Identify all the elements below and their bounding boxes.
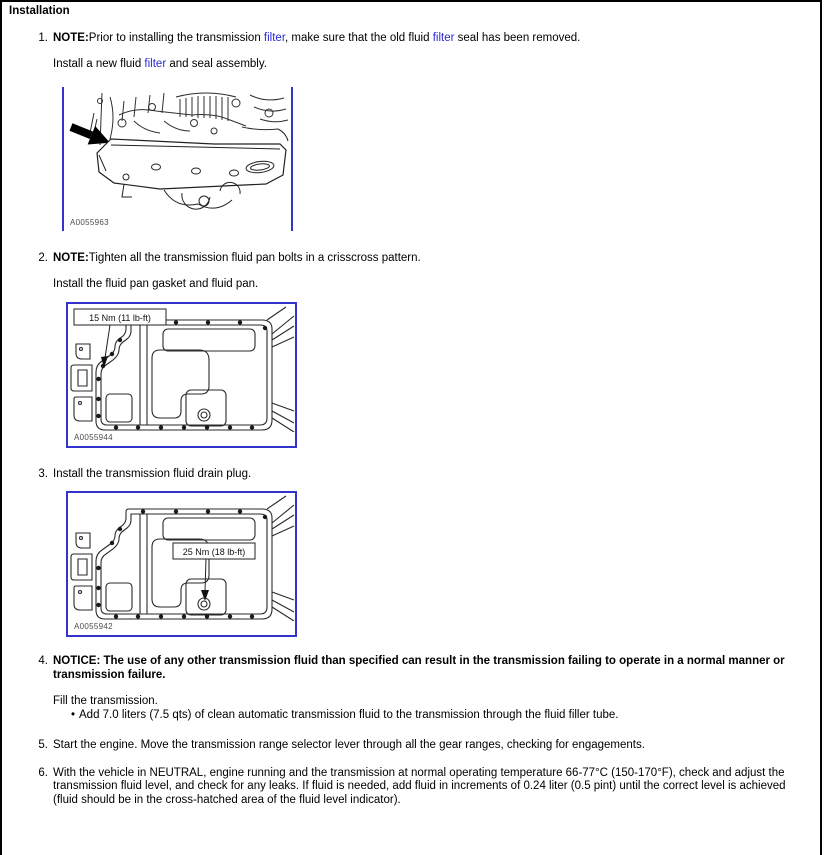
filter-link[interactable]: filter [144, 58, 167, 70]
step-1-subtext-run: and seal assembly. [166, 58, 267, 70]
bullet-item [53, 709, 810, 723]
step-3 [9, 468, 810, 638]
drain-plug-illustration [68, 493, 295, 621]
filter-link[interactable]: filter [432, 31, 455, 44]
step-1-text [53, 32, 810, 46]
step-4-number: 4. [38, 655, 48, 667]
step-5-number: 5. [38, 739, 48, 751]
torque-value: 25 Nm (18 lb-ft) [182, 547, 246, 557]
step-2-number: 2. [38, 251, 48, 264]
page-title: Installation [9, 5, 70, 17]
step-5 [9, 739, 810, 753]
step-1-number: 1. [38, 31, 48, 44]
figure-id-label: A0055942 [74, 622, 113, 631]
figure-id-label: A0055963 [70, 217, 109, 227]
note-label: NOTE: [53, 251, 89, 264]
figure-id-label: A0055944 [74, 432, 113, 442]
step-1 [9, 32, 810, 231]
step-1-text-run: seal has been removed. [454, 31, 581, 44]
filter-link[interactable]: filter [263, 31, 286, 44]
step-2-text-run: Tighten all the transmission fluid pan bolts in a crisscross pattern. [88, 251, 421, 264]
bullet-text: Add 7.0 liters (7.5 qts) of clean automatic transmission fluid to the transmission through the fluid filler tube. [79, 708, 619, 721]
step-4 [9, 655, 810, 722]
step-4-subtext: Fill the transmission. [53, 695, 158, 707]
underbody-illustration [64, 87, 291, 217]
step-1-subtext-run: Install a new fluid [53, 58, 145, 70]
bullet-icon: • [70, 708, 76, 721]
torque-callout [173, 543, 255, 601]
note-label: NOTE: [53, 31, 89, 44]
step-2-text [53, 252, 810, 266]
figure-drain-plug[interactable] [66, 491, 297, 637]
figure-fluid-pan-bolts[interactable] [66, 302, 297, 448]
step-2 [9, 252, 810, 448]
step-5-text: Start the engine. Move the transmission range selector lever through all the gear ranges, checking for engagements. [53, 739, 645, 751]
step-6-number: 6. [38, 766, 48, 779]
step-1-text-run: Prior to installing the transmission [88, 31, 264, 44]
step-1-subtext [53, 58, 810, 72]
step-6-text: With the vehicle in NEUTRAL, engine running and the transmission at normal operating temperature 66-77°C (150-170°F), check and adjust the transmission fluid level, and check for any leaks. If fluid is needed, add fluid in increments of 0.24 liter (0.5 pint) until the correct level is achieved (fluid should be in the cross-hatched area of the fluid level indicator). [53, 766, 786, 806]
step-3-number: 3. [38, 467, 48, 480]
figure-transmission-underbody[interactable] [62, 87, 293, 231]
notice-text: NOTICE: The use of any other transmission fluid than specified can result in the transmission failing to operate in a normal manner or transmission failure. [53, 655, 785, 681]
fluid-pan-illustration [68, 304, 295, 432]
step-1-text-run: , make sure that the old fluid [285, 31, 433, 44]
step-3-text: Install the transmission fluid drain plug. [53, 467, 252, 480]
step-6 [9, 767, 810, 808]
step-2-subtext: Install the fluid pan gasket and fluid pan. [53, 278, 259, 290]
torque-value: 15 Nm (11 lb-ft) [89, 312, 151, 323]
